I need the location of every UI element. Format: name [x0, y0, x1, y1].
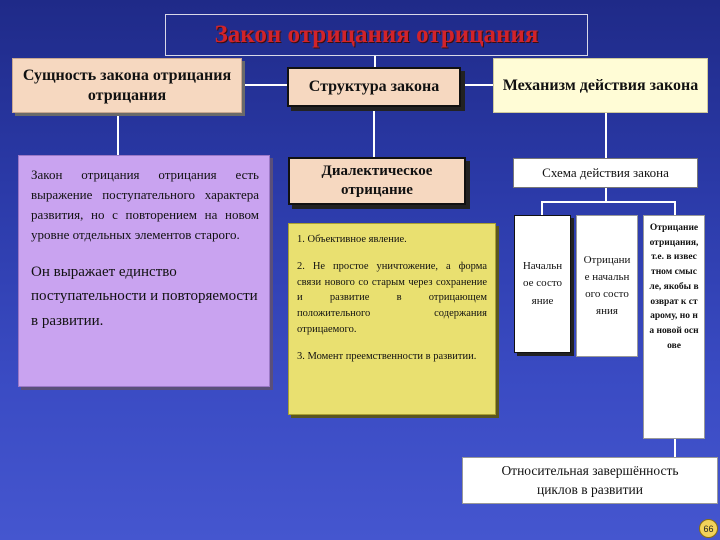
stage-initial-label: Начальное состояние — [522, 260, 563, 307]
stage-negation-box — [576, 215, 638, 357]
connector-title-down — [374, 56, 376, 67]
connector-stage1-down — [541, 201, 543, 215]
structure-box: Структура закона — [287, 67, 461, 107]
essence-paragraph-1: Закон отрицания отрицания есть выражение поступательного характера развития, но с повторением на новом уровне отдельных элементов старого. — [31, 167, 259, 243]
stage-negation-of-negation-box — [643, 215, 705, 439]
relative-completeness-box — [462, 457, 718, 504]
connector-stage3-down — [674, 201, 676, 215]
dialectic-negation-box: Диалектическое отрицание — [288, 157, 466, 205]
diagram-title: Закон отрицания отрицания — [165, 14, 588, 56]
connector-mechanism-down — [605, 113, 607, 158]
essence-box: Сущность закона отрицания отрицания — [12, 58, 242, 113]
stage-negation-of-negation-label: Отрицание отрицания, т.е. в известном смысле, якобы возврат к старому, но на новой основе — [649, 223, 699, 351]
list-item: 3. Момент преемственности в развитии. — [297, 350, 477, 362]
list-item: 1. Объективное явление. — [297, 234, 407, 245]
connector-relative-up — [674, 439, 676, 457]
connector-structure-down — [373, 107, 375, 157]
dialectic-negation-list — [297, 232, 487, 364]
essence-paragraph-2: Он выражает единство поступательности и повторяемости в развитии. — [31, 263, 258, 330]
connector-scheme-horizontal — [541, 201, 675, 203]
list-item: 2. Не простое уничтожение, а форма связи нового со старым через сохранение и развитие в отрицающем положительного содержания отрицаемого. — [297, 260, 487, 335]
stage-initial-box — [514, 215, 571, 353]
stage-negation-label: Отрицание начального состояния — [583, 253, 631, 318]
dialectic-negation-list-box — [288, 223, 496, 415]
page-number-badge: 66 — [699, 519, 718, 538]
essence-text-box — [18, 155, 270, 387]
connector-scheme-down — [605, 188, 607, 202]
connector-essence-down — [117, 113, 119, 155]
mechanism-box: Механизм действия закона — [493, 58, 708, 113]
relative-completeness-label: Относительная завершённость циклов в развитии — [501, 462, 679, 497]
scheme-box: Схема действия закона — [513, 158, 698, 188]
